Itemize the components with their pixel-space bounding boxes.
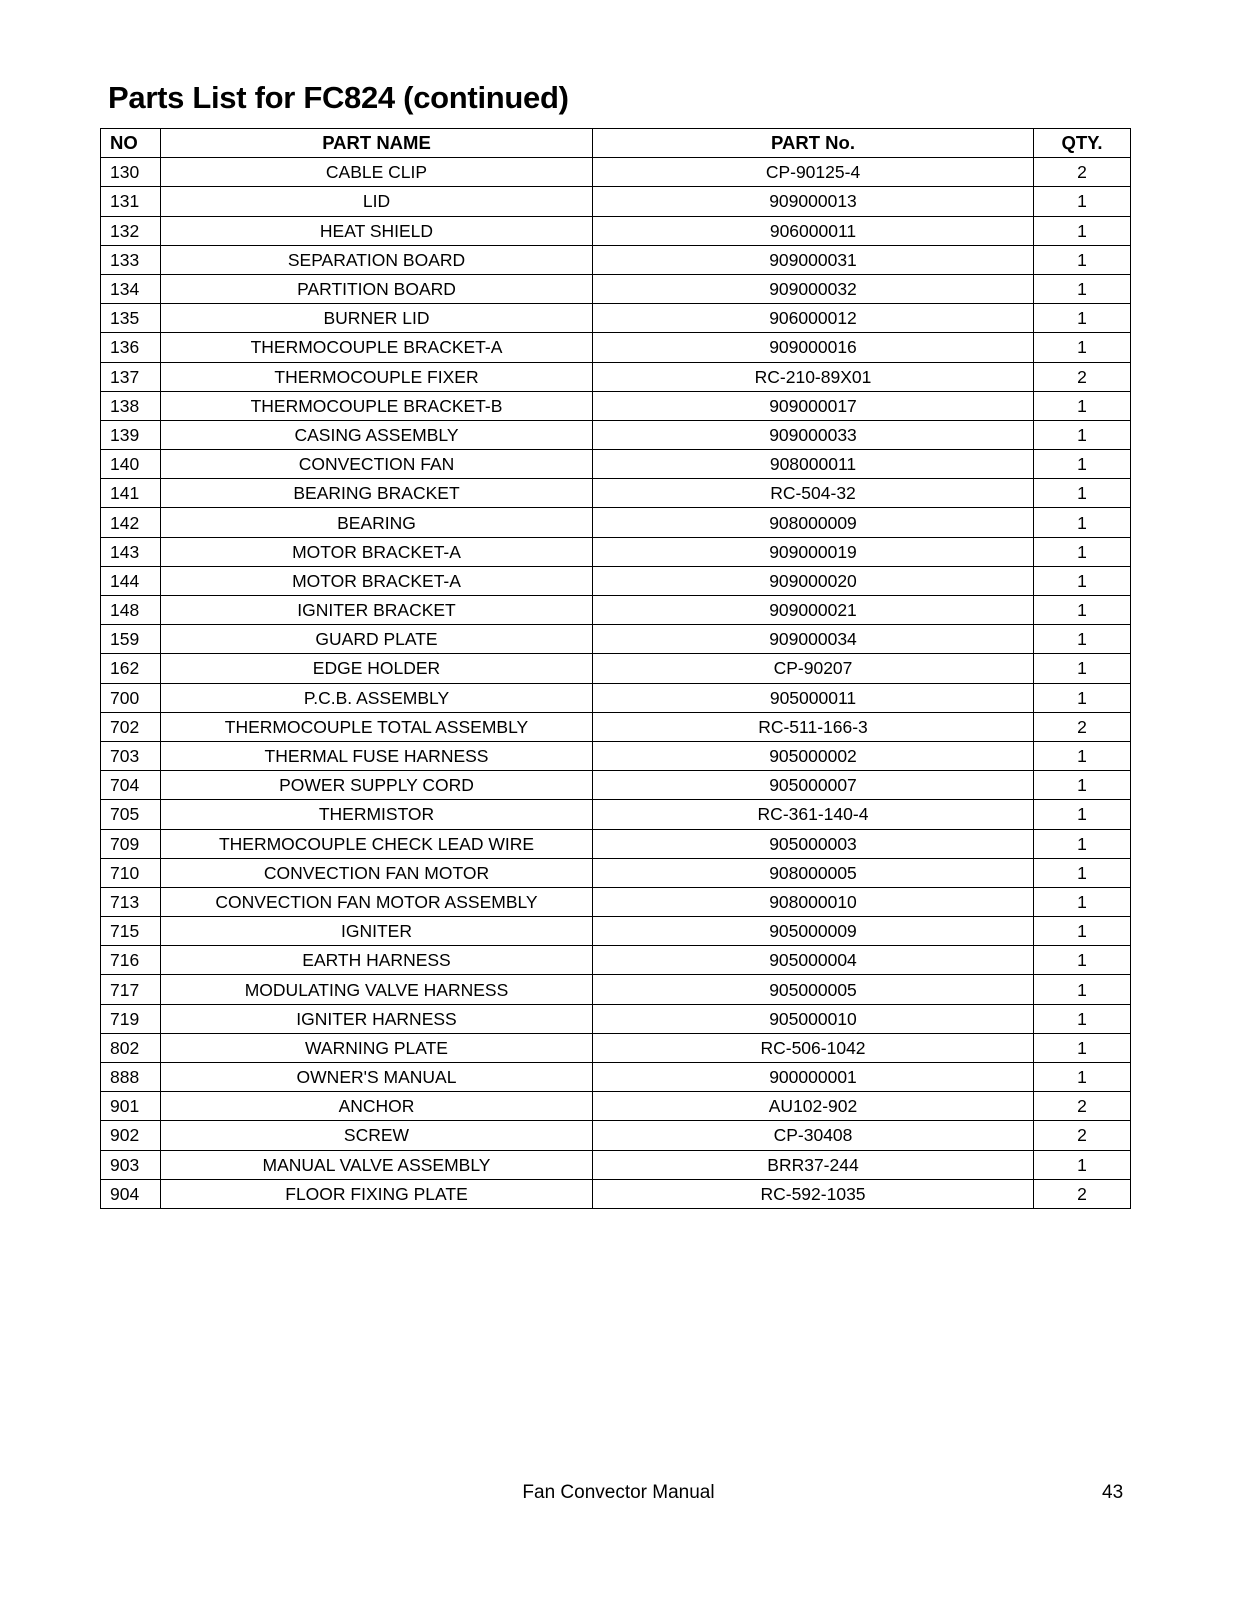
row-part-name: IGNITER BRACKET — [161, 596, 593, 625]
row-part-name: LID — [161, 187, 593, 216]
row-no: 713 — [101, 887, 161, 916]
row-qty: 1 — [1034, 420, 1131, 449]
row-qty: 1 — [1034, 1004, 1131, 1033]
row-qty: 2 — [1034, 712, 1131, 741]
row-qty: 1 — [1034, 596, 1131, 625]
row-part-name: THERMOCOUPLE FIXER — [161, 362, 593, 391]
row-part-number: CP-90207 — [593, 654, 1034, 683]
row-part-number: 909000020 — [593, 566, 1034, 595]
table-row — [101, 887, 1131, 916]
row-no: 700 — [101, 683, 161, 712]
table-row — [101, 975, 1131, 1004]
row-part-number: 906000012 — [593, 304, 1034, 333]
row-no: 904 — [101, 1179, 161, 1208]
row-qty: 1 — [1034, 771, 1131, 800]
row-part-name: WARNING PLATE — [161, 1033, 593, 1062]
table-row — [101, 596, 1131, 625]
row-qty: 2 — [1034, 1121, 1131, 1150]
row-qty: 1 — [1034, 245, 1131, 274]
row-part-number: 909000017 — [593, 391, 1034, 420]
row-qty: 1 — [1034, 683, 1131, 712]
row-qty: 1 — [1034, 800, 1131, 829]
row-part-name: THERMISTOR — [161, 800, 593, 829]
row-part-name: THERMOCOUPLE CHECK LEAD WIRE — [161, 829, 593, 858]
row-qty: 1 — [1034, 508, 1131, 537]
row-qty: 2 — [1034, 158, 1131, 187]
row-part-number: 900000001 — [593, 1063, 1034, 1092]
table-row — [101, 479, 1131, 508]
table-header-row — [101, 129, 1131, 158]
row-no: 142 — [101, 508, 161, 537]
row-part-name: HEAT SHIELD — [161, 216, 593, 245]
row-part-name: BURNER LID — [161, 304, 593, 333]
table-row — [101, 712, 1131, 741]
table-row — [101, 683, 1131, 712]
row-part-number: AU102-902 — [593, 1092, 1034, 1121]
row-part-name: BEARING — [161, 508, 593, 537]
row-part-number: 905000007 — [593, 771, 1034, 800]
row-part-number: RC-361-140-4 — [593, 800, 1034, 829]
row-part-name: IGNITER — [161, 917, 593, 946]
row-part-name: CABLE CLIP — [161, 158, 593, 187]
row-no: 131 — [101, 187, 161, 216]
row-part-number: 905000009 — [593, 917, 1034, 946]
row-part-name: CONVECTION FAN — [161, 450, 593, 479]
row-part-number: 905000010 — [593, 1004, 1034, 1033]
row-qty: 1 — [1034, 917, 1131, 946]
table-row — [101, 158, 1131, 187]
row-no: 159 — [101, 625, 161, 654]
table-row — [101, 391, 1131, 420]
row-no: 903 — [101, 1150, 161, 1179]
header-part-name: PART NAME — [161, 129, 593, 158]
row-part-name: MOTOR BRACKET-A — [161, 566, 593, 595]
row-part-name: EARTH HARNESS — [161, 946, 593, 975]
table-row — [101, 304, 1131, 333]
row-no: 162 — [101, 654, 161, 683]
row-qty: 1 — [1034, 654, 1131, 683]
row-qty: 2 — [1034, 1092, 1131, 1121]
row-no: 143 — [101, 537, 161, 566]
row-part-number: 908000011 — [593, 450, 1034, 479]
row-qty: 1 — [1034, 187, 1131, 216]
table-row — [101, 946, 1131, 975]
table-row — [101, 829, 1131, 858]
row-part-number: RC-210-89X01 — [593, 362, 1034, 391]
row-no: 901 — [101, 1092, 161, 1121]
row-no: 802 — [101, 1033, 161, 1062]
row-qty: 1 — [1034, 829, 1131, 858]
table-row — [101, 274, 1131, 303]
row-part-name: ANCHOR — [161, 1092, 593, 1121]
row-part-name: CONVECTION FAN MOTOR — [161, 858, 593, 887]
row-part-number: RC-506-1042 — [593, 1033, 1034, 1062]
row-part-name: OWNER'S MANUAL — [161, 1063, 593, 1092]
row-qty: 1 — [1034, 450, 1131, 479]
row-part-name: POWER SUPPLY CORD — [161, 771, 593, 800]
table-row — [101, 508, 1131, 537]
table-row — [101, 450, 1131, 479]
page-title: Parts List for FC824 (continued) — [108, 80, 569, 115]
row-part-number: 909000033 — [593, 420, 1034, 449]
row-part-number: 909000021 — [593, 596, 1034, 625]
row-part-name: EDGE HOLDER — [161, 654, 593, 683]
row-part-number: 905000011 — [593, 683, 1034, 712]
row-part-number: 909000019 — [593, 537, 1034, 566]
row-part-number: CP-90125-4 — [593, 158, 1034, 187]
row-no: 139 — [101, 420, 161, 449]
row-part-name: GUARD PLATE — [161, 625, 593, 654]
table-row — [101, 566, 1131, 595]
row-qty: 1 — [1034, 975, 1131, 1004]
parts-table-body — [101, 158, 1131, 1209]
row-qty: 1 — [1034, 304, 1131, 333]
row-part-number: RC-592-1035 — [593, 1179, 1034, 1208]
row-qty: 1 — [1034, 1150, 1131, 1179]
row-no: 703 — [101, 741, 161, 770]
row-qty: 1 — [1034, 479, 1131, 508]
row-part-name: MANUAL VALVE ASSEMBLY — [161, 1150, 593, 1179]
row-part-number: 909000013 — [593, 187, 1034, 216]
row-no: 709 — [101, 829, 161, 858]
row-no: 132 — [101, 216, 161, 245]
row-qty: 1 — [1034, 887, 1131, 916]
header-part-number: PART No. — [593, 129, 1034, 158]
row-part-name: CASING ASSEMBLY — [161, 420, 593, 449]
table-row — [101, 625, 1131, 654]
header-no: NO — [101, 129, 161, 158]
row-no: 704 — [101, 771, 161, 800]
row-part-number: 905000002 — [593, 741, 1034, 770]
row-qty: 1 — [1034, 274, 1131, 303]
row-qty: 1 — [1034, 216, 1131, 245]
table-row — [101, 333, 1131, 362]
row-part-number: BRR37-244 — [593, 1150, 1034, 1179]
row-qty: 1 — [1034, 1063, 1131, 1092]
row-qty: 1 — [1034, 537, 1131, 566]
row-part-number: 908000010 — [593, 887, 1034, 916]
row-part-number: 905000005 — [593, 975, 1034, 1004]
header-qty: QTY. — [1034, 129, 1131, 158]
row-no: 705 — [101, 800, 161, 829]
row-no: 135 — [101, 304, 161, 333]
row-part-number: 908000005 — [593, 858, 1034, 887]
row-no: 717 — [101, 975, 161, 1004]
table-row — [101, 537, 1131, 566]
row-qty: 2 — [1034, 362, 1131, 391]
row-part-number: 905000003 — [593, 829, 1034, 858]
row-no: 719 — [101, 1004, 161, 1033]
row-no: 148 — [101, 596, 161, 625]
table-row — [101, 1092, 1131, 1121]
table-row — [101, 800, 1131, 829]
row-no: 133 — [101, 245, 161, 274]
row-qty: 1 — [1034, 566, 1131, 595]
row-no: 141 — [101, 479, 161, 508]
row-part-name: THERMOCOUPLE BRACKET-B — [161, 391, 593, 420]
row-no: 137 — [101, 362, 161, 391]
table-row — [101, 741, 1131, 770]
row-part-name: IGNITER HARNESS — [161, 1004, 593, 1033]
row-qty: 1 — [1034, 741, 1131, 770]
row-no: 138 — [101, 391, 161, 420]
row-part-name: THERMAL FUSE HARNESS — [161, 741, 593, 770]
row-qty: 2 — [1034, 1179, 1131, 1208]
row-part-number: CP-30408 — [593, 1121, 1034, 1150]
page-number: 43 — [1102, 1482, 1124, 1503]
row-qty: 1 — [1034, 333, 1131, 362]
row-part-number: 909000016 — [593, 333, 1034, 362]
table-row — [101, 187, 1131, 216]
table-row — [101, 245, 1131, 274]
parts-table — [100, 128, 1131, 1209]
row-part-number: 909000032 — [593, 274, 1034, 303]
table-row — [101, 1150, 1131, 1179]
row-no: 134 — [101, 274, 161, 303]
table-row — [101, 1121, 1131, 1150]
row-qty: 1 — [1034, 391, 1131, 420]
row-part-number: 908000009 — [593, 508, 1034, 537]
row-no: 136 — [101, 333, 161, 362]
row-part-name: FLOOR FIXING PLATE — [161, 1179, 593, 1208]
row-part-number: 909000031 — [593, 245, 1034, 274]
row-part-name: SCREW — [161, 1121, 593, 1150]
row-no: 130 — [101, 158, 161, 187]
table-row — [101, 1033, 1131, 1062]
row-part-number: RC-504-32 — [593, 479, 1034, 508]
row-part-name: MOTOR BRACKET-A — [161, 537, 593, 566]
row-part-name: MODULATING VALVE HARNESS — [161, 975, 593, 1004]
row-no: 140 — [101, 450, 161, 479]
row-part-name: SEPARATION BOARD — [161, 245, 593, 274]
table-row — [101, 420, 1131, 449]
row-part-name: PARTITION BOARD — [161, 274, 593, 303]
table-row — [101, 771, 1131, 800]
row-no: 702 — [101, 712, 161, 741]
row-part-name: BEARING BRACKET — [161, 479, 593, 508]
row-part-name: THERMOCOUPLE TOTAL ASSEMBLY — [161, 712, 593, 741]
table-row — [101, 654, 1131, 683]
row-no: 710 — [101, 858, 161, 887]
table-row — [101, 917, 1131, 946]
row-qty: 1 — [1034, 858, 1131, 887]
row-part-name: CONVECTION FAN MOTOR ASSEMBLY — [161, 887, 593, 916]
row-qty: 1 — [1034, 1033, 1131, 1062]
table-row — [101, 216, 1131, 245]
row-no: 716 — [101, 946, 161, 975]
row-part-number: 905000004 — [593, 946, 1034, 975]
row-part-number: RC-511-166-3 — [593, 712, 1034, 741]
row-part-number: 906000011 — [593, 216, 1034, 245]
row-no: 715 — [101, 917, 161, 946]
row-part-name: P.C.B. ASSEMBLY — [161, 683, 593, 712]
table-row — [101, 362, 1131, 391]
table-row — [101, 1179, 1131, 1208]
row-qty: 1 — [1034, 946, 1131, 975]
row-no: 888 — [101, 1063, 161, 1092]
table-row — [101, 1004, 1131, 1033]
row-no: 902 — [101, 1121, 161, 1150]
row-part-number: 909000034 — [593, 625, 1034, 654]
table-row — [101, 1063, 1131, 1092]
table-row — [101, 858, 1131, 887]
footer-title: Fan Convector Manual — [522, 1482, 715, 1503]
row-qty: 1 — [1034, 625, 1131, 654]
row-part-name: THERMOCOUPLE BRACKET-A — [161, 333, 593, 362]
row-no: 144 — [101, 566, 161, 595]
